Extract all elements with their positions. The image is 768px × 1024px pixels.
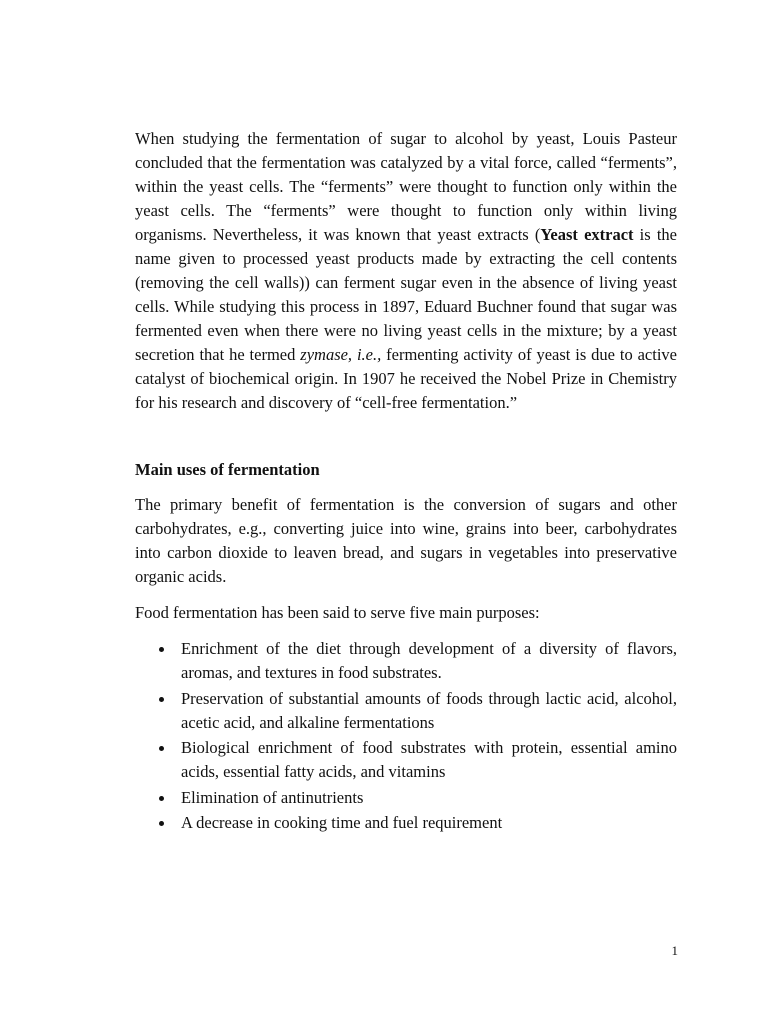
yeast-extract-term: Yeast extract bbox=[540, 225, 634, 244]
list-item bbox=[135, 736, 677, 784]
page-number: 1 bbox=[671, 943, 678, 958]
list-item bbox=[135, 786, 677, 810]
purposes-intro-paragraph: Food fermentation has been said to serve five main purposes: bbox=[135, 603, 540, 622]
intro-text-part3: fermenting activity of yeast is due to active catalyst of biochemical origin. In 1907 he received the Nobel Prize in Chemistry for his research and discovery of “cell-free fermentation.” bbox=[135, 345, 677, 412]
list-item bbox=[135, 811, 677, 835]
benefit-paragraph: The primary benefit of fermentation is the conversion of sugars and other carbohydrates, e.g., converting juice into wine, grains into beer, carbohydrates into carbon dioxide to leaven bread, and sugars in vegetables into preservative organic acids. bbox=[135, 495, 677, 586]
zymase-term: zymase, i.e., bbox=[300, 345, 382, 364]
page-content bbox=[135, 127, 677, 837]
intro-text-part1: When studying the fermentation of sugar to alcohol by yeast, Louis Pasteur concluded that the fermentation was catalyzed by a vital force, called “ferments”, within the yeast cells. The “ferments” were thought to function only within the yeast cells. The “ferments” were thought to function only within living organisms. Nevertheless, it was known that yeast extracts ( bbox=[135, 129, 677, 244]
list-item-text: Elimination of antinutrients bbox=[181, 787, 364, 807]
intro-text-part2: is the name given to processed yeast products made by extracting the cell contents (removing the cell walls)) can ferment sugar even in the absence of living yeast cells. While studying this process in 1897, Eduard Buchner found that sugar was fermented even when there were no living yeast cells in the mixture; by a yeast secretion that he termed bbox=[135, 225, 677, 364]
bullet-icon bbox=[159, 821, 164, 826]
intro-paragraph bbox=[135, 127, 677, 415]
list-item-text: Biological enrichment of food substrates with protein, essential amino acids, essential fatty acids, and vitamins bbox=[181, 738, 677, 781]
section-heading: Main uses of fermentation bbox=[135, 460, 320, 479]
bullet-icon bbox=[159, 796, 164, 801]
bullet-icon bbox=[159, 746, 164, 751]
bullet-icon bbox=[159, 697, 164, 702]
bullet-icon bbox=[159, 647, 164, 652]
list-item bbox=[135, 687, 677, 735]
list-item-text: A decrease in cooking time and fuel requirement bbox=[181, 813, 503, 832]
list-item bbox=[135, 637, 677, 685]
list-item-text: Enrichment of the diet through development of a diversity of flavors, aromas, and textures in food substrates. bbox=[181, 639, 677, 682]
list-item-text: Preservation of substantial amounts of foods through lactic acid, alcohol, acetic acid, and alkaline fermentations bbox=[181, 688, 677, 732]
purposes-list bbox=[135, 637, 677, 835]
